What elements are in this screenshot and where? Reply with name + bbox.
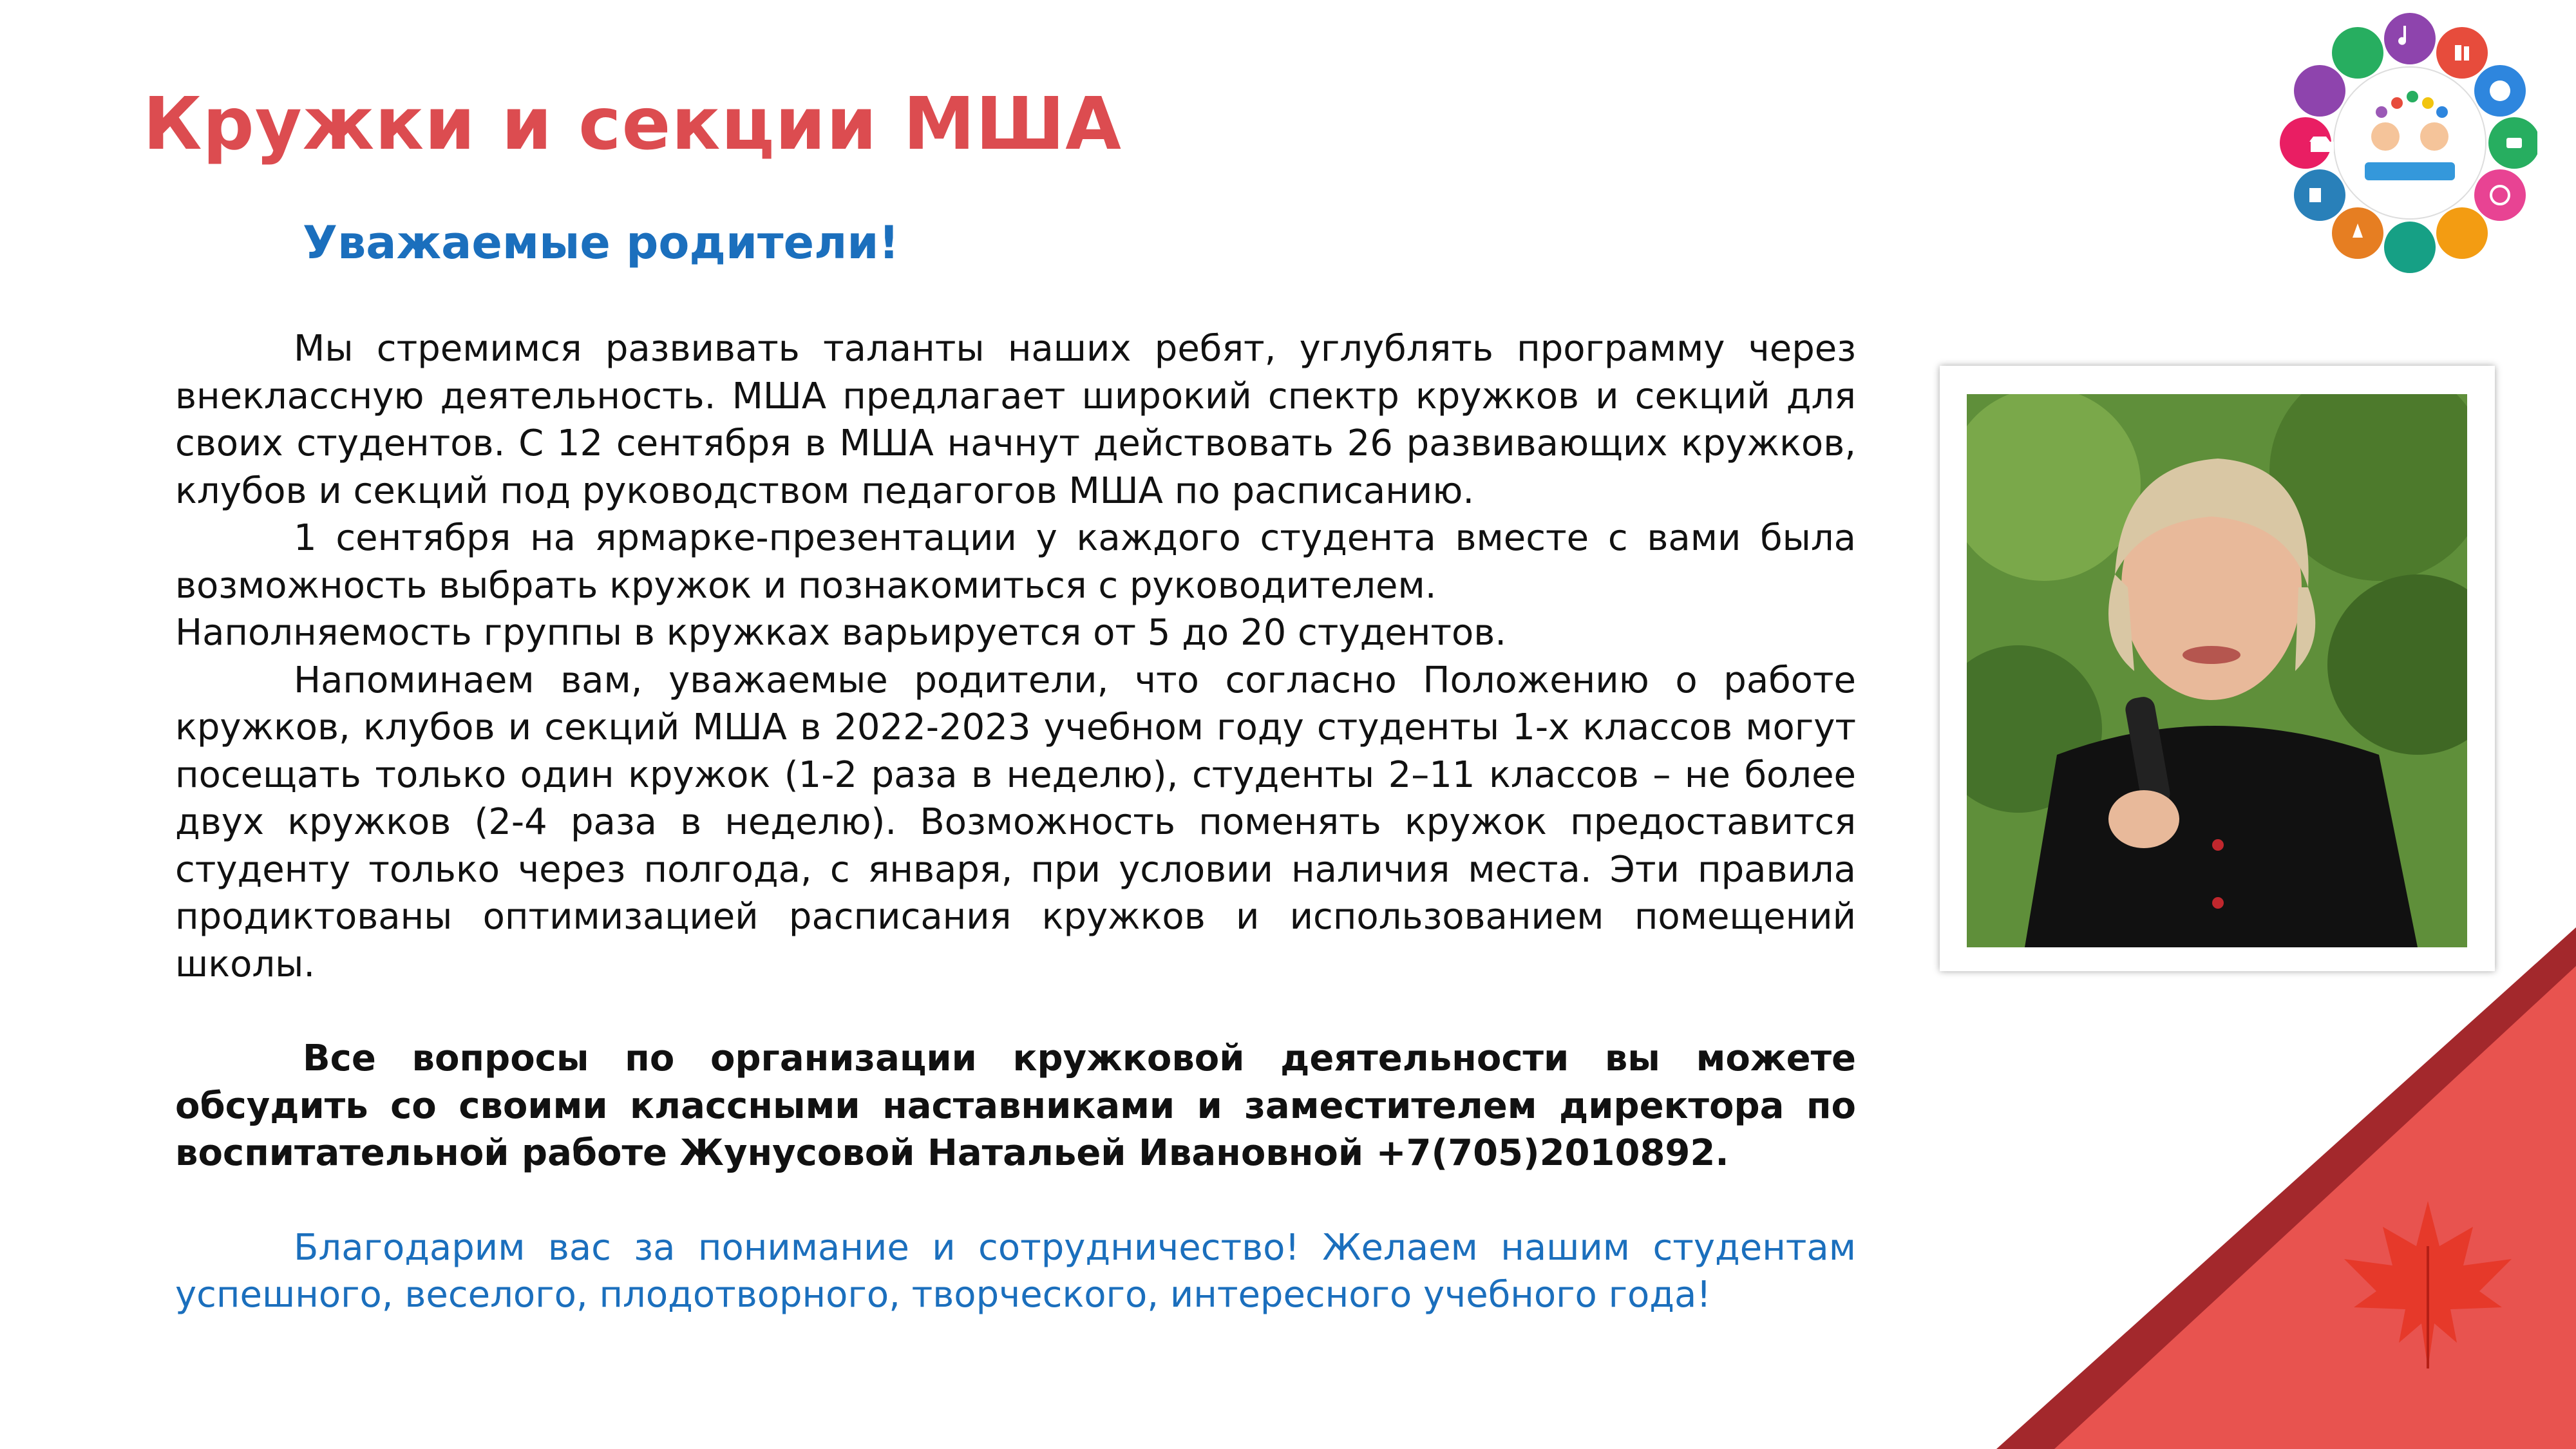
paragraph: Мы стремимся развивать таланты наших ребят, углублять программу через внеклассную деятельность. МША предлагает широкий спектр кружков и секций для своих студентов. С 12 сентября в МША начнут действовать 26 развивающих кружков, клубов и секций под руководством педагогов МША по расписанию. (175, 328, 1856, 512)
speaker-photo (1967, 394, 2467, 947)
letter-body (175, 325, 1856, 1319)
paragraph: 1 сентября на ярмарке-презентации у каждого студента вместе с вами была возможность выбрать кружок и познакомиться с руководителем. (175, 517, 1856, 607)
logo-wheel-icon (2280, 6, 2537, 277)
page-title: Кружки и секции МША (143, 82, 1122, 166)
paragraph: Напоминаем вам, уважаемые родители, что согласно Положению о работе кружков, клубов и секций МША в 2022-2023 учебном году студенты 1-х классов могут посещать только один кружок (1-2 раза в неделю), студенты 2–11 классов – не более двух кружков (2-4 раза в неделю). Возможность поменять кружок предоставится студенту только через полгода, с января, при условии наличия места. Эти правила продиктованы оптимизацией расписания кружков и использованием помещений школы. (175, 659, 1856, 985)
contact-paragraph: Все вопросы по организации кружковой деятельности вы можете обсудить со своими классными наставниками и заместителем директора по воспитательной работе Жунусовой Натальей Ивановной +7(705)2010892. (175, 1037, 1856, 1174)
greeting-heading: Уважаемые родители! (303, 216, 900, 269)
thanks-paragraph: Благодарим вас за понимание и сотрудничество! Желаем нашим студентам успешного, веселого, плодотворного, творческого, интересного учебного года! (175, 1226, 1856, 1316)
graduation-cap-icon (2506, 138, 2522, 148)
soccer-ball-icon (2490, 80, 2510, 101)
paragraph: Наполняемость группы в кружках варьируется от 5 до 20 студентов. (175, 612, 1507, 654)
maple-leaf-icon (2331, 1195, 2524, 1375)
